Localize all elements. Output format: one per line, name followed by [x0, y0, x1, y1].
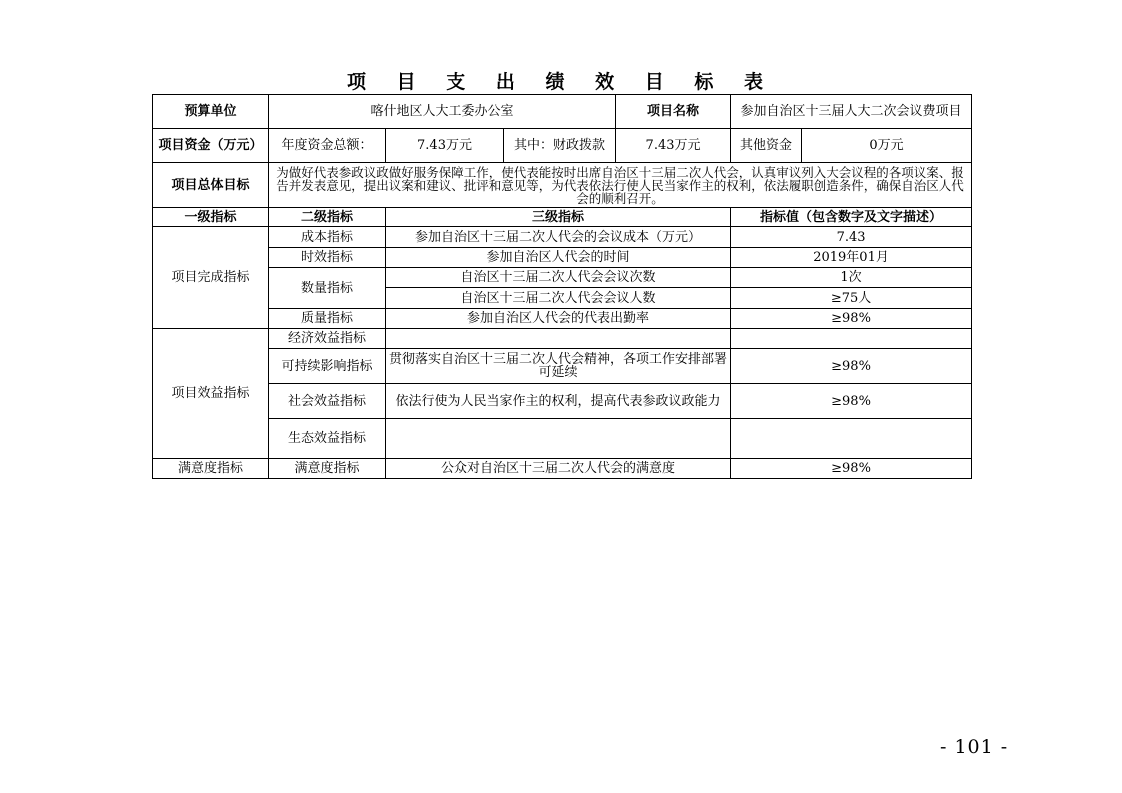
level3-cell	[386, 329, 731, 349]
level2-cell: 数量指标	[269, 268, 386, 309]
funding-row	[153, 129, 972, 163]
table-row	[153, 349, 972, 384]
table-row	[153, 459, 972, 479]
col-level1: 一级指标	[153, 208, 269, 227]
level1-cell: 项目完成指标	[153, 227, 269, 329]
level3-cell: 依法行使为人民当家作主的权利，提高代表参政议政能力	[386, 384, 731, 419]
table-row	[153, 268, 972, 288]
fiscal-value: 7.43万元	[616, 129, 731, 163]
value-cell	[731, 329, 972, 349]
level2-cell: 时效指标	[269, 248, 386, 268]
level3-cell: 参加自治区十三届二次人代会的会议成本（万元）	[386, 227, 731, 248]
value-cell: ≥98%	[731, 349, 972, 384]
table-row	[153, 384, 972, 419]
goal-label: 项目总体目标	[153, 163, 269, 208]
other-funds-label: 其他资金	[731, 129, 802, 163]
level3-cell: 自治区十三届二次人代会会议次数	[386, 268, 731, 288]
project-name-value: 参加自治区十三届人大二次会议费项目	[731, 95, 972, 129]
project-name-label: 项目名称	[616, 95, 731, 129]
level2-cell: 满意度指标	[269, 459, 386, 479]
level2-cell: 质量指标	[269, 309, 386, 329]
level1-cell: 满意度指标	[153, 459, 269, 479]
other-funds-value: 0万元	[802, 129, 972, 163]
value-cell: ≥98%	[731, 309, 972, 329]
page-title: 项 目 支 出 绩 效 目 标 表	[347, 71, 775, 93]
goal-row	[153, 163, 972, 208]
level3-cell: 公众对自治区十三届二次人代会的满意度	[386, 459, 731, 479]
annual-total-value: 7.43万元	[386, 129, 504, 163]
level3-cell: 参加自治区人代会的时间	[386, 248, 731, 268]
table-row	[153, 329, 972, 349]
value-cell: ≥75人	[731, 288, 972, 309]
level2-cell: 可持续影响指标	[269, 349, 386, 384]
col-value: 指标值（包含数字及文字描述）	[731, 208, 972, 227]
performance-target-table	[152, 94, 972, 479]
table-row	[153, 227, 972, 248]
level1-cell: 项目效益指标	[153, 329, 269, 459]
funding-label: 项目资金（万元）	[153, 129, 269, 163]
level3-cell: 自治区十三届二次人代会会议人数	[386, 288, 731, 309]
level2-cell: 经济效益指标	[269, 329, 386, 349]
value-cell: 2019年01月	[731, 248, 972, 268]
goal-text: 为做好代表参政议政做好服务保障工作，使代表能按时出席自治区十三届二次人代会，认真审议列入大会议程的各项议案、报告并发表意见，提出议案和建议、批评和意见等，为代表依法行使人民当家作主的权利，依法履职创造条件，确保自治区人代会的顺利召开。	[269, 163, 972, 208]
level2-cell: 生态效益指标	[269, 419, 386, 459]
col-level2: 二级指标	[269, 208, 386, 227]
budget-unit-label: 预算单位	[153, 95, 269, 129]
header-row	[153, 95, 972, 129]
page-number: - 101 -	[940, 736, 1009, 758]
value-cell	[731, 419, 972, 459]
level2-cell: 社会效益指标	[269, 384, 386, 419]
table-row	[153, 309, 972, 329]
value-cell: ≥98%	[731, 459, 972, 479]
table-row	[153, 248, 972, 268]
level3-cell: 参加自治区人代会的代表出勤率	[386, 309, 731, 329]
value-cell: 7.43	[731, 227, 972, 248]
level2-cell: 成本指标	[269, 227, 386, 248]
fiscal-label: 其中：财政拨款	[504, 129, 616, 163]
value-cell: 1次	[731, 268, 972, 288]
col-level3: 三级指标	[386, 208, 731, 227]
value-cell: ≥98%	[731, 384, 972, 419]
budget-unit-value: 喀什地区人大工委办公室	[269, 95, 616, 129]
level3-cell: 贯彻落实自治区十三届二次人代会精神，各项工作安排部署可延续	[386, 349, 731, 384]
level3-cell	[386, 419, 731, 459]
annual-total-label: 年度资金总额：	[269, 129, 386, 163]
table-row	[153, 419, 972, 459]
column-header-row	[153, 208, 972, 227]
